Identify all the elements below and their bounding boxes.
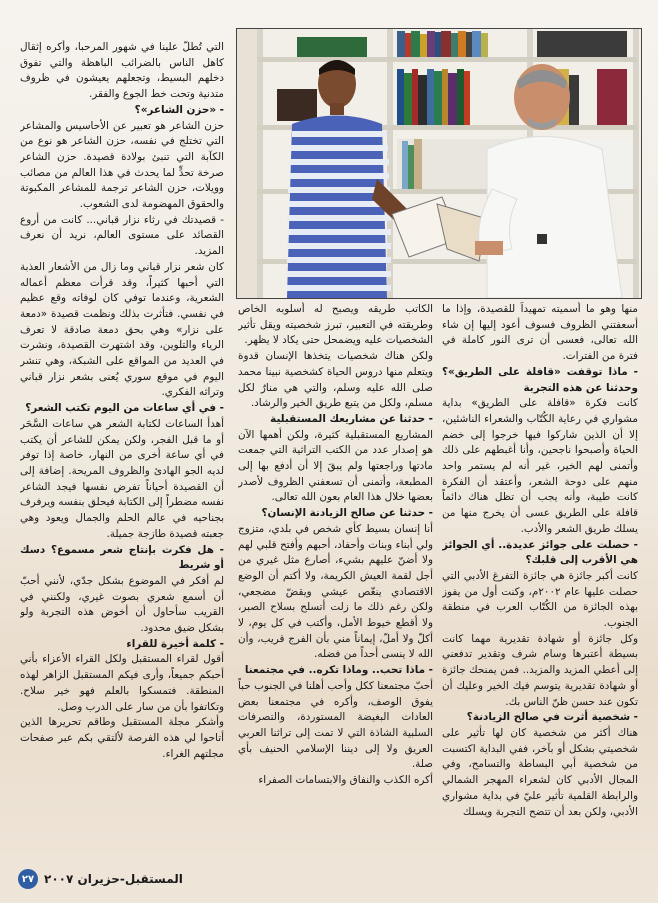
article-column-middle [238, 302, 433, 862]
page-number: ٢٧ [18, 869, 38, 889]
question-heading: - «حزن الشاعر»؟ [134, 103, 224, 116]
question-heading: - شخصية أثرت في صالح الزيادنة؟ [466, 711, 638, 724]
interview-photo [236, 28, 642, 299]
paragraph: أكره الكذب والنفاق والابتسامات الصفراء [258, 774, 433, 787]
paragraph: لم أفكر في الموضوع بشكل جدّي، لأنني أحبّ أن أسمع شعري بصوت غيري، ولكنني في القريب سأحاول أن أخوض هذه التجربة ولو بشكل ضيق محدود. [20, 574, 224, 635]
question-heading: - ماذا تحب.. وماذا تكره.. في مجتمعنا [244, 664, 433, 677]
paragraph: منها وهو ما أسميته تمهيداً للقصيدة، وإذا ما أسعفتني الظروف فسوف أعود إليها إن شاء الله تعالى، فعسى أن ترى النور كاملة في فترة من الفترات. [442, 303, 638, 363]
paragraph: حزن الشاعر هو تعبير عن الأحاسيس والمشاعر التي تختلج في نفسه، حزن الشاعر هو نوع من الكآبة التي تنبئ بولادة قصيدة. حزن الشاعر صرخة تحدٍّ لما يحدث في هذا العالم من مصائب وويلات، حزن الشاعر ترجمة للمشاعر المكبوتة والحقوق المهضومة لدى الشعوب. [20, 119, 224, 211]
paragraph: أنا إنسان بسيط كأي شخص في بلدي، متزوج ولي أبناء وبنات وأحفاد، أحبهم وأفتح قلبي لهم ولا أضنّ عليهم بشيء، أصارع مثل غيري من أجل لقمة العيش الكريمة، ولا أكتم أن الوضع الاقتصادي ينغّص عيشي ويقضّ مضجعي، ولكن رغم ذلك ما زلت أتسلح بسلاح الصبر، ولا أقطع خيوط الأمل، وأكتب في كل يوم، لا أكلّ ولا أملّ، إيماناً مني بأن الفرج قريب، وأن الله لا ينسى أحداً من فضله. [238, 522, 433, 661]
article-column-right [442, 302, 638, 862]
question-heading: - ماذا توقفت «قافلة على الطريق»؟ وحدثنا عن هذه التجربة [442, 365, 638, 394]
paragraph: وأشكر مجلة المستقبل وطاقم تحريرها الذين أتاحوا لي هذه الفرصة لألتقي بكم عبر صفحات مجلتهم الغراء. [20, 716, 224, 760]
paragraph: أهدأ الساعات لكتابة الشعر هي ساعات السَّحَر أو ما قبل الفجر، ولكن يمكن للشاعر أن يكتب في أي ساعة أخرى من النهار، خاصة إذا توفر لديه الجو الهادئ والظروف المريحة. إضافة إلى أن القصيدة أحياناً تفرض نفسها فيجد الشاعر نفسه مضطراً إلى الكتابة فيحلق بنفسه ويرفرف بجناحيه في عالم الحلم والجمال ويعود وهي جعبته قصيدة طازجة جميلة. [20, 417, 224, 540]
paragraph: وكل جائزة أو شهادة تقديرية مهما كانت بسيطة أعتبرها وسام شرف وتقدير تدفعني إلى أعطي المزيد والمزيد.. فمن يمنحك جائزة أو شهادة تقديرية يتوسم فيك الخير وعليك أن تكون عند حسن ظنّ الناس بك. [442, 632, 638, 708]
paragraph: كان شعر نزار قباني وما زال من الأشعار العذبة التي أحبها كثيراً، وقد قرأت معظم أعماله الشعرية، وعندما توفي كان لوفاته وقع عظيم في نفسي. فتأثرت بذلك ونظمت قصيدة «دمعة على نزار» وهي بحق دمعة صادقة لا تعرف الرياء والتلوين، وقد اشتهرت القصيدة، ونشرت في العديد من المواقع على الشبكة، وهي تنشر اليوم في موقع سوري يُعنى بشعر نزار قباني وتراثه الفكري. [20, 260, 224, 399]
question-heading: - هل فكرت بإنتاج شعر مسموع؟ دسك أو شريط [20, 543, 224, 572]
paragraph: أقول لقراء المستقبل ولكل القراء الأعزاء بأني أحبكم جميعاً، وأرى فيكم المستقبل الزاهر لهذه المنطقة. فتمسكوا بالعلم فهو خير سلاح. وتكاتفوا بأن من سار على الدرب وصل. [20, 653, 224, 713]
paragraph: كانت أكبر جائزة هي جائزة التفرغ الأدبي التي حصلت عليها عام ٢٠٠٢م، وكنت أول من يفوز بهذه الجائزة من الكُتّاب العرب في منطقة الجنوب. [442, 569, 638, 630]
question-heading: - في أي ساعات من اليوم تكتب الشعر؟ [25, 402, 224, 415]
question-heading: - كلمة أخيرة للقراء [126, 637, 224, 650]
photo-illustration [237, 29, 641, 298]
paragraph: - قصيدتك في رثاء نزار قباني... كانت من أروع القصائد على مستوى العالم، نريد أن نعرف المزيد. [20, 213, 224, 258]
paragraph: كانت فكرة «قافلة على الطريق» بداية مشواري في رعاية الكُتّاب والشعراء الناشئين، إلا أن الذين شاركوا فيها خرجوا إلى خضم الحياة وأصبحوا ناجحين، وأنا أغبطهم على ذلك وأتمنى لهم الخير، غير أنه لم يستمر واحد منهم على دوحة الشعر، وأعتقد أن الفكرة كانت طيبة، وأنه يجب أن تظل هناك دائماً قافلة على الطريق عسى أن يخرج منها من يسلك طريق الشعر والأدب. [442, 397, 638, 535]
paragraph: هناك أكثر من شخصية كان لها تأثير على شخصيتي بشكل أو بآخر، ففي البداية اكتسبت من شخصية أبي البساطة والتسامح، وفي المجال الأدبي كان لشعراء المهجر الشمالي والرابطة القلمية تأثير عليّ في بداية مشواري الأدبي، ولكن بعد أن تتضح التجربة ويسلك [442, 726, 638, 818]
paragraph: ولكن هناك شخصيات يتخذها الإنسان قدوة ويتعلم منها دروس الحياة كشخصية نبينا محمد صلى الله عليه وسلم، والتي هي منارٌ لكل مسلم، ولكل من يتبع طريق الخير والرشاد. [238, 350, 433, 410]
page-footer [18, 868, 183, 890]
paragraph: أحبّ مجتمعنا ككل وأحب أهلنا في الجنوب حباً يفوق الوصف، وأكره في مجتمعنا بعض العادات البغيضة المستوردة، والتصرفات السلبية الشاذة التي لا تمت إلى تراثنا العربي العريق ولا إلى ديننا الإسلامي الحنيف بأي صلة. [238, 679, 433, 771]
footer-publication: المستقبل-حزيران ٢٠٠٧ [44, 872, 183, 886]
question-heading: - حصلت على جوائز عديدة.. أي الجوائز هي الأقرب إلى قلبك؟ [442, 538, 638, 567]
question-heading: - حدثنا عن مشاريعك المستقبلية [270, 412, 433, 425]
paragraph: التي تُطلّ علينا في شهور المرحبا، وأكره إثقال كاهل الناس بالضرائب الباهظة والتي تفوق دخلهم البسيط، وتجعلهم يعيشون في ظروف متدنية وتحت خط الجوع والفقر. [20, 41, 224, 101]
article-column-left [20, 40, 224, 845]
question-heading: - حدثنا عن صالح الزيادنة الإنسان؟ [261, 507, 433, 520]
paragraph: المشاريع المستقبلية كثيرة، ولكن أهمها الآن هو إصدار عدد من الكتب التراثية التي جمعت مادتها وراجعتها ولم يبقَ إلا أن أدفع بها إلى المطبعة، وأتمنى أن تسعفني الظروف لأصدر بعضها خلال هذا العام بعون الله تعالى. [238, 428, 433, 504]
paragraph: الكاتب طريقه ويصبح له أسلوبه الخاص وطريقته في التعبير، تبرز شخصيته ويقل تأثير الشخصيات عليه ويضمحل حتى يكاد لا يظهر. [238, 303, 433, 347]
